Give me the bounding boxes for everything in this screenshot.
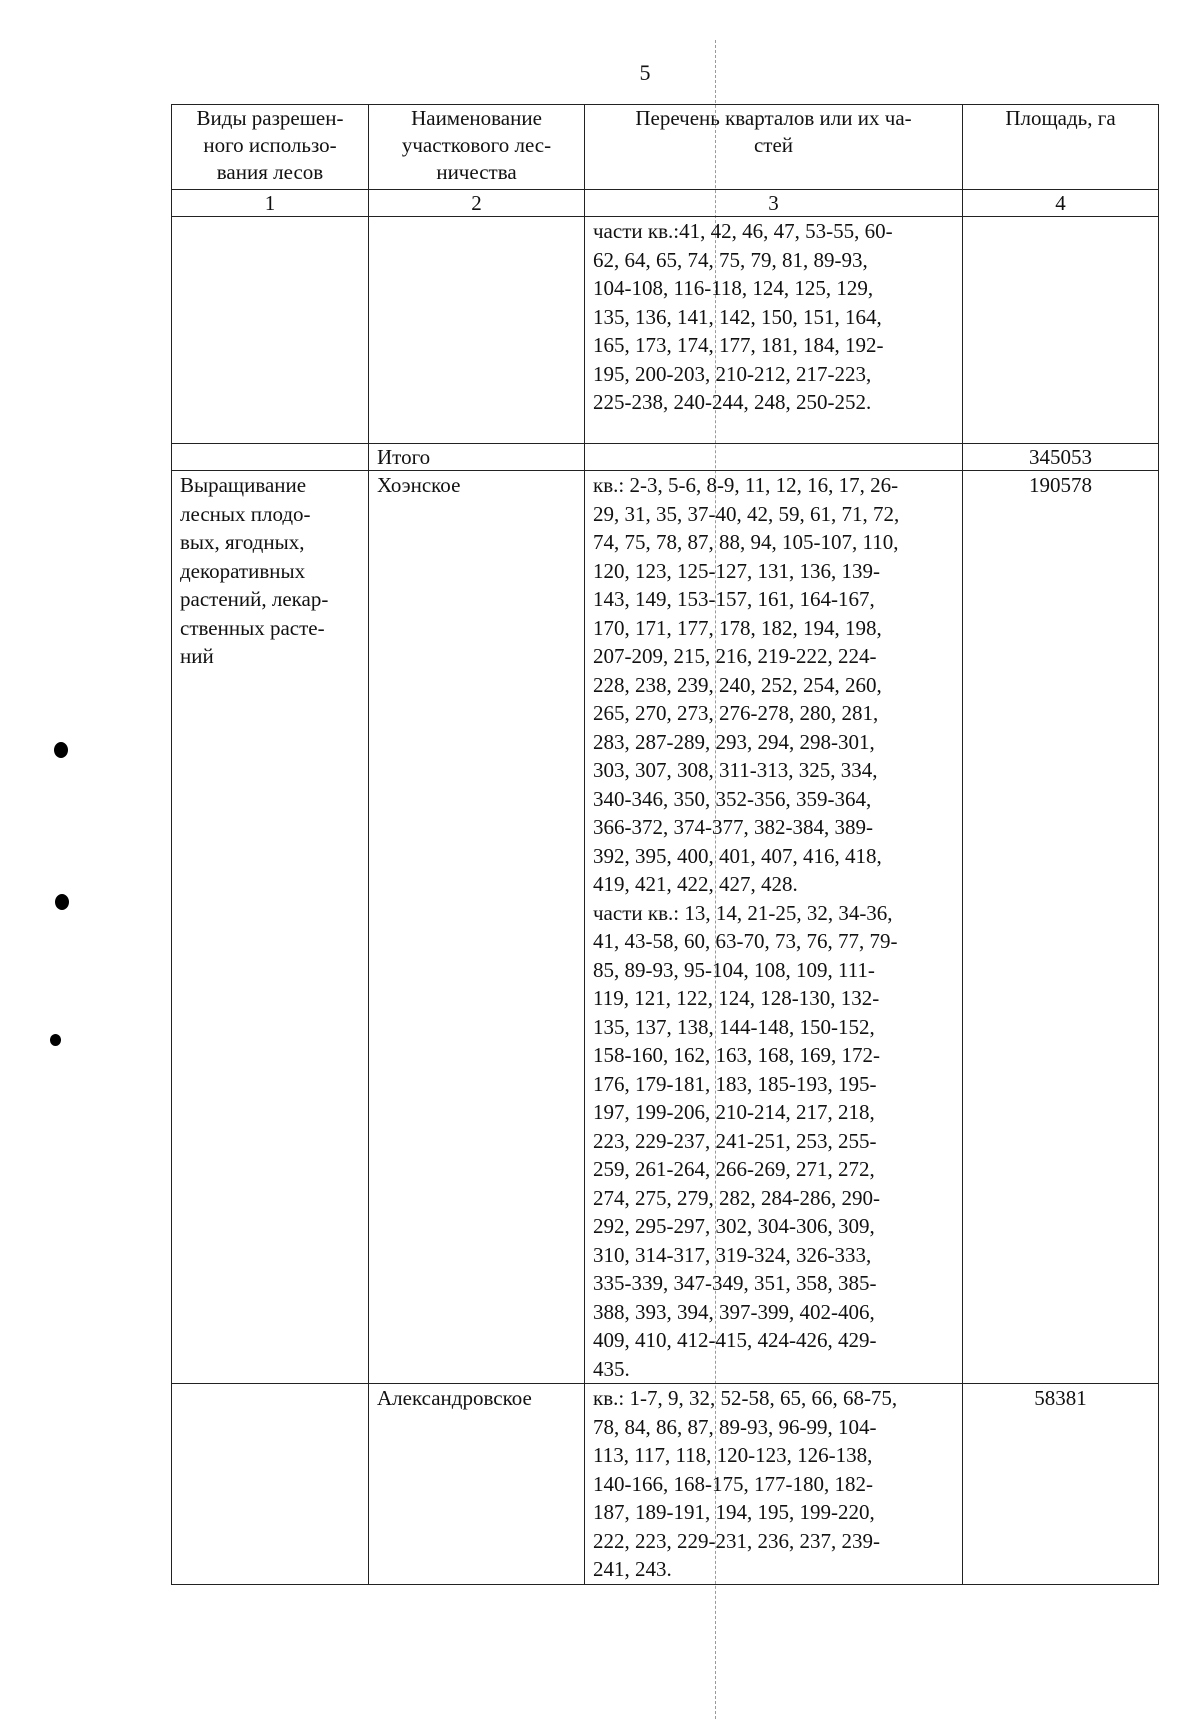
- column-number: 1: [172, 190, 369, 217]
- use-type-cell: [172, 1384, 369, 1585]
- column-numbers-row: [172, 190, 1159, 217]
- header-forestry: Наименование участкового лес- ничества: [369, 105, 585, 190]
- column-number: 3: [585, 190, 963, 217]
- header-quarters: Перечень кварталов или их ча- стей: [585, 105, 963, 190]
- column-number: 4: [963, 190, 1159, 217]
- page-number: 5: [639, 60, 651, 85]
- use-type-cell: Выращивание лесных плодо- вых, ягодных, декоративных растений, лекар- ственных расте- ний: [172, 471, 369, 1384]
- table-row: [172, 471, 1159, 1384]
- quarters-cell: кв.: 1-7, 9, 32, 52-58, 65, 66, 68-75, 78, 84, 86, 87, 89-93, 96-99, 104- 113, 117, 118, 120-123, 126-138, 140-166, 168-175, 177-180, 182- 187, 189-191, 194, 195, 199-220, 222, 223, 229-231, 236, 237, 239- 241, 243.: [585, 1384, 963, 1585]
- area-cell: 58381: [963, 1384, 1159, 1585]
- quarters-cell: части кв.:41, 42, 46, 47, 53-55, 60- 62, 64, 65, 74, 75, 79, 81, 89-93, 104-108, 116-118, 124, 125, 129, 135, 136, 141, 142, 150, 151, 164, 165, 173, 174, 177, 181, 184, 192- 195, 200-203, 210-212, 217-223, 225-238, 240-244, 248, 250-252.: [585, 217, 963, 444]
- area-cell: 345053: [963, 444, 1159, 471]
- header-use-type: Виды разрешен- ного использо- вания лесов: [172, 105, 369, 190]
- table-header-row: [172, 105, 1159, 190]
- column-number: 2: [369, 190, 585, 217]
- quarters-cell: кв.: 2-3, 5-6, 8-9, 11, 12, 16, 17, 26- 29, 31, 35, 37-40, 42, 59, 61, 71, 72, 74, 75, 78, 87, 88, 94, 105-107, 110, 120, 123, 125-127, 131, 136, 139- 143, 149, 153-157, 161, 164-167, 170, 171, 177, 178, 182, 194, 198, 207-209, 215, 216, 219-222, 224- 228, 238, 239, 240, 252, 254, 260, 265, 270, 273, 276-278, 280, 281, 283, 287-289, 293, 294, 298-301, 303, 307, 308, 311-313, 325, 334, 340-346, 350, 352-356, 359-364, 366-372, 374-377, 382-384, 389- 392, 395, 400, 401, 407, 416, 418, 419, 421, 422, 427, 428. части кв.: 13, 14, 21-25, 32, 34-36, 41, 43-58, 60, 63-70, 73, 76, 77, 79- 85, 89-93, 95-104, 108, 109, 111- 119, 121, 122, 124, 128-130, 132- 135, 137, 138, 144-148, 150-152, 158-160, 162, 163, 168, 169, 172- 176, 179-181, 183, 185-193, 195- 197, 199-206, 210-214, 217, 218, 223, 229-237, 241-251, 253, 255- 259, 261-264, 266-269, 271, 272, 274, 275, 279, 282, 284-286, 290- 292, 295-297, 302, 304-306, 309, 310, 314-317, 319-324, 326-333, 335-339, 347-349, 351, 358, 385- 388, 393, 394, 397-399, 402-406, 409, 410, 412-415, 424-426, 429- 435.: [585, 471, 963, 1384]
- punch-hole-mark: [50, 1034, 61, 1046]
- forestry-cell: Александровское: [369, 1384, 585, 1585]
- area-cell: [963, 217, 1159, 444]
- use-type-cell: [172, 444, 369, 471]
- forestry-cell: Итого: [369, 444, 585, 471]
- use-type-cell: [172, 217, 369, 444]
- forestry-cell: Хоэнское: [369, 471, 585, 1384]
- table-row-total: [172, 444, 1159, 471]
- quarters-cell: [585, 444, 963, 471]
- punch-hole-mark: [54, 742, 68, 758]
- punch-hole-mark: [55, 894, 69, 910]
- area-cell: 190578: [963, 471, 1159, 1384]
- header-area: Площадь, га: [963, 105, 1159, 190]
- table-row: [172, 217, 1159, 444]
- table-row: [172, 1384, 1159, 1585]
- forestry-cell: [369, 217, 585, 444]
- forest-use-table: [171, 104, 1159, 1585]
